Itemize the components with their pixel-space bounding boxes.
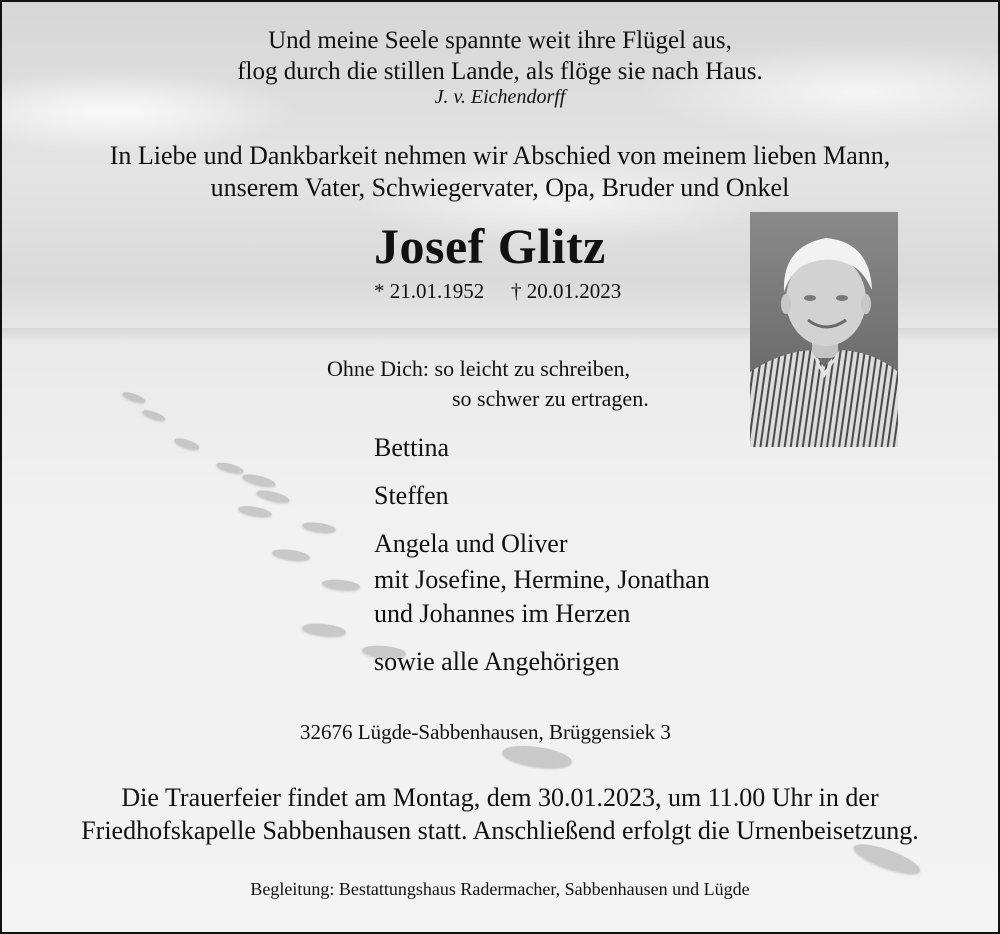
portrait-photo	[750, 212, 898, 447]
intro-line-2: unserem Vater, Schwiegervater, Opa, Bruder und Onkel	[210, 173, 790, 202]
mourner-4: sowie alle Angehörigen	[374, 647, 620, 676]
mourner-2: Steffen	[374, 481, 449, 510]
poem-line-1: Und meine Seele spannte weit ihre Flügel aus,	[268, 27, 732, 54]
address: 32676 Lügde-Sabbenhausen, Brüggensiek 3	[300, 720, 671, 744]
mourner-3-line-2: mit Josefine, Hermine, Jonathan	[374, 565, 710, 594]
poem-author: J. v. Eichendorff	[434, 86, 566, 108]
poem-line-2: flog durch die stillen Lande, als flöge sie nach Haus.	[237, 58, 763, 85]
birth-date: * 21.01.1952	[374, 279, 485, 303]
mourner-1: Bettina	[374, 433, 450, 462]
intro-line-1: In Liebe und Dankbarkeit nehmen wir Abschied von meinem lieben Mann,	[109, 141, 891, 170]
service-line-2: Friedhofskapelle Sabbenhausen statt. Anschließend erfolgt die Urnenbeisetzung.	[81, 816, 919, 845]
service-line-1: Die Trauerfeier findet am Montag, dem 30.01.2023, um 11.00 Uhr in der	[121, 783, 879, 812]
quote-line-1: Ohne Dich: so leicht zu schreiben,	[327, 356, 631, 381]
deceased-name: Josef Glitz	[374, 218, 606, 274]
death-date: † 20.01.2023	[511, 279, 622, 303]
mourner-3-line-1: Angela und Oliver	[374, 529, 568, 558]
quote-line-2: so schwer zu ertragen.	[452, 386, 649, 411]
footer-credit: Begleitung: Bestattungshaus Radermacher, Sabbenhausen und Lügde	[250, 879, 750, 899]
mourner-3-line-3: und Johannes im Herzen	[374, 599, 631, 628]
